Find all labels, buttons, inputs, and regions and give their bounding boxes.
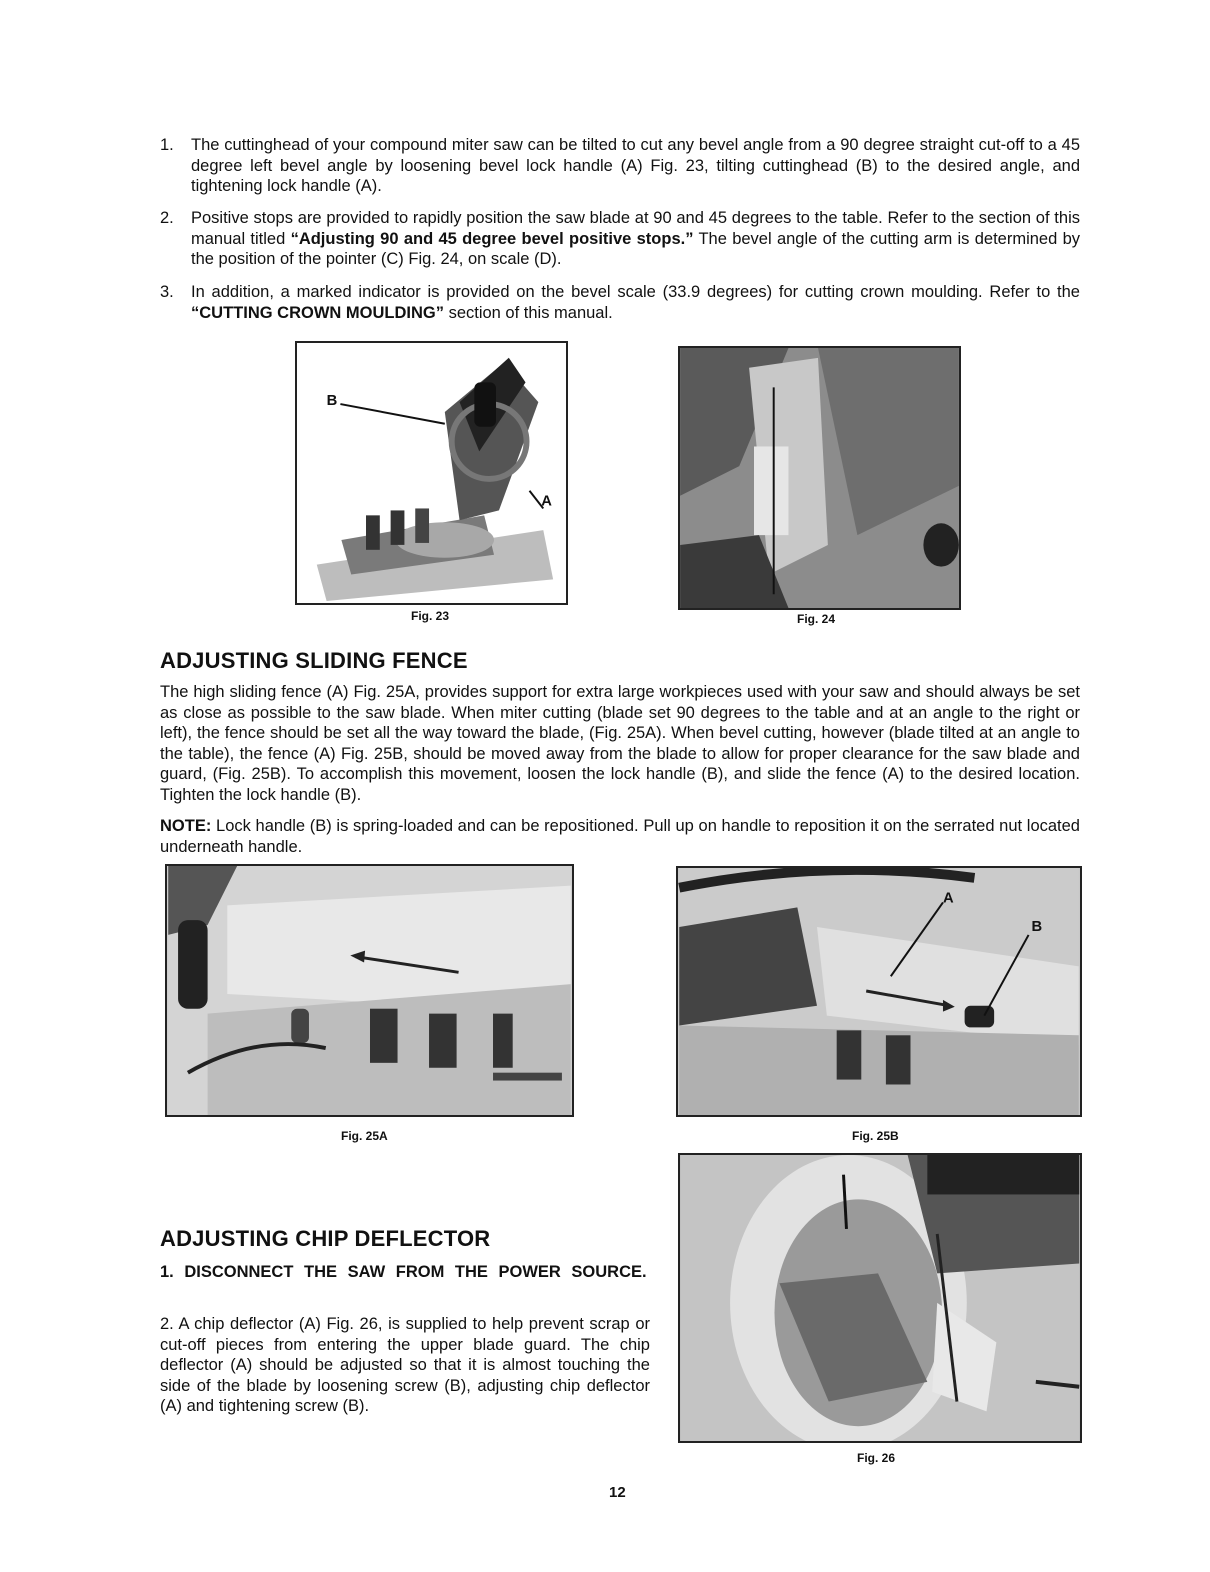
list-number: 1. <box>160 136 174 154</box>
chip-deflector-illustration <box>680 1155 1080 1441</box>
label-b: B <box>326 393 338 410</box>
saw-cuttinghead-illustration <box>297 343 566 603</box>
figure-caption: Fig. 26 <box>857 1451 896 1465</box>
figure-caption: Fig. 25B <box>852 1129 899 1143</box>
list-item-3 <box>160 282 1080 323</box>
label-a: A <box>942 890 954 907</box>
note-label: NOTE: <box>160 817 212 835</box>
page-number: 12 <box>609 1484 626 1501</box>
list-item-2 <box>160 208 1080 270</box>
note-text: Lock handle (B) is spring-loaded and can be repositioned. Pull up on handle to reposition it on the serrated nut located underneath handle. <box>160 817 1080 856</box>
step-2: 2. A chip deflector (A) Fig. 26, is supplied to help prevent scrap or cut-off pieces from entering the upper blade guard. The chip deflector (A) should be adjusted so that it is almost touching the side of the blade by loosening screw (B), adjusting chip deflector (A) and tightening screw (B). <box>160 1315 650 1415</box>
list-number: 2. <box>160 209 174 227</box>
bold-reference: “Adjusting 90 and 45 degree bevel positive stops.” <box>290 229 694 248</box>
section-heading: ADJUSTING CHIP DEFLECTOR <box>160 1226 491 1251</box>
figure-caption: Fig. 24 <box>797 612 836 626</box>
list-number: 3. <box>160 283 174 301</box>
text-run: Positive stops are provided to rapidly position the saw blade at 90 and 45 degrees to the table. Refer to the section of this manual titled <box>191 209 1080 248</box>
figure-26-photo <box>678 1153 1082 1443</box>
figure-25b-photo <box>676 866 1082 1117</box>
label-b: B <box>1031 918 1043 935</box>
figure-25a-photo <box>165 864 574 1117</box>
fence-close-illustration <box>167 866 572 1115</box>
sliding-fence-paragraph: The high sliding fence (A) Fig. 25A, provides support for extra large workpieces used with your saw and should always be set as close as possible to the saw blade. When miter cutting (blade set 90 degrees to the table and at an angle to the right or left), the fence should be set all the way toward the blade, (Fig. 25A). When bevel cutting, however (blade tilted at an angle to the table), the fence (A) Fig. 25B, should be moved away from the blade to allow for proper clearance for the saw blade and guard, (Fig. 25B). To accomplish this movement, loosen the lock handle (B), and slide the fence (A) to the desired location. Tighten the lock handle (B). <box>160 683 1080 804</box>
figure-caption: Fig. 25A <box>341 1129 388 1143</box>
figure-23-photo <box>295 341 568 605</box>
list-text: The cuttinghead of your compound miter saw can be tilted to cut any bevel angle from a 90 degree straight cut-off to a 45 degree left bevel angle by loosening bevel lock handle (A) Fig. 23, tilting cuttinghead (B) to the desired angle, and tightening lock handle (A). <box>191 136 1080 195</box>
list-text <box>191 208 1080 270</box>
text-run: section of this manual. <box>443 303 613 322</box>
step-1: 1. DISCONNECT THE SAW FROM THE POWER SOURCE. <box>160 1263 647 1281</box>
list-item-1 <box>160 135 1080 197</box>
fence-moved-illustration <box>678 868 1080 1115</box>
section-heading: ADJUSTING SLIDING FENCE <box>160 648 468 673</box>
figure-24-photo <box>678 346 961 610</box>
label-a: A <box>541 493 552 510</box>
text-run: In addition, a marked indicator is provided on the bevel scale (33.9 degrees) for cutting crown moulding. Refer to the <box>191 283 1080 301</box>
bevel-scale-illustration <box>680 348 959 608</box>
list-text <box>191 282 1080 323</box>
bold-reference: “CUTTING CROWN MOULDING” <box>191 303 444 322</box>
note-paragraph <box>160 816 1080 857</box>
text-run: The bevel angle of the cutting arm is determined by the position of the pointer (C) Fig. 24, on scale (D). <box>191 229 1080 268</box>
figure-caption: Fig. 23 <box>411 609 450 623</box>
